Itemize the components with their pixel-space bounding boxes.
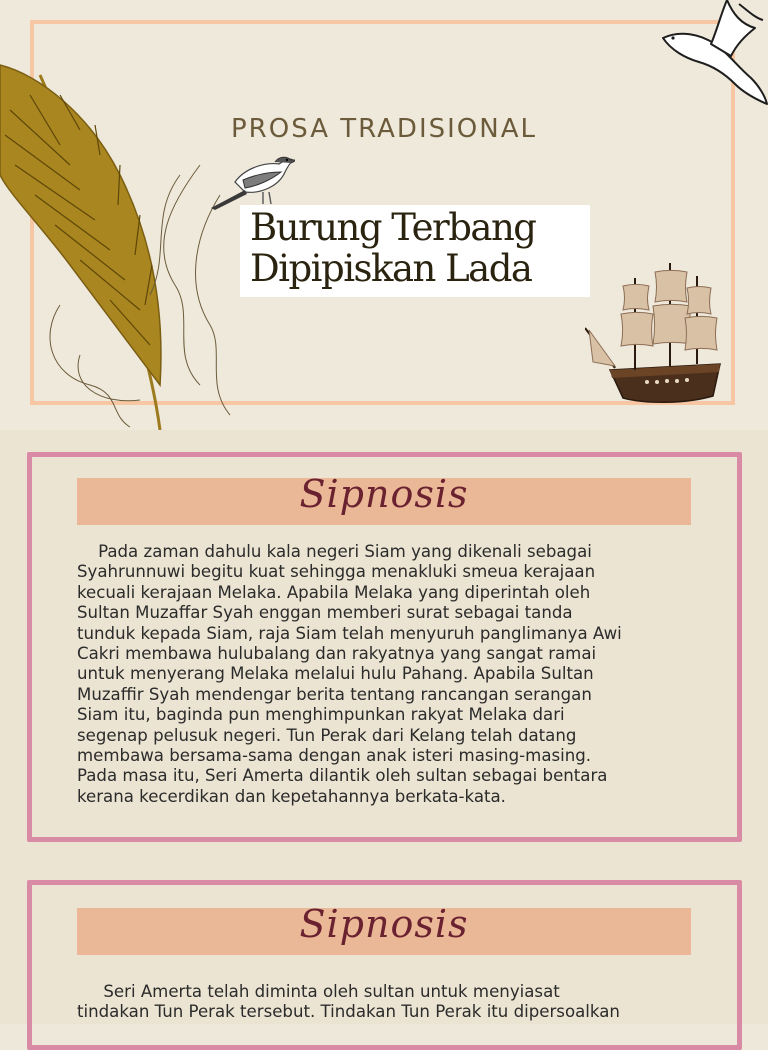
paragraph-line: Syahrunnuwi begitu kuat sehingga menakluki smeua kerajaan [77,562,596,582]
paragraph-line: Muzaffir Syah mendengar berita tentang rancangan serangan [77,684,592,704]
paragraph-line: tindakan Tun Perak tersebut. Tindakan Tun Perak itu dipersoalkan [77,1002,620,1022]
paragraph-line: membawa bersama-sama dengan anak isteri masing-masing. [77,746,592,766]
section-heading-2: Sipnosis [299,902,469,946]
dove-icon [655,0,768,110]
sailing-ship-icon [585,258,730,408]
paragraph-line: untuk menyerang Melaka melalui hulu Pahang. Apabila Sultan [77,664,594,684]
feather-quill-icon [0,55,240,435]
section-heading-1: Sipnosis [299,472,469,516]
synopsis-paragraph-2 [77,982,693,1023]
paragraph-line: Pada masa itu, Seri Amerta dilantik oleh sultan sebagai bentara [77,766,608,786]
cover-subtitle: PROSA TRADISIONAL [231,114,537,144]
cover-title-line-1: Burung Terbang [250,206,536,249]
paragraph-line: Seri Amerta telah diminta oleh sultan untuk menyiasat [77,982,560,1001]
paragraph-line: kerana kecerdikan dan kepetahannya berkata-kata. [77,786,506,806]
paragraph-line: Cakri membawa hulubalang dan rakyatnya yang sangat ramai [77,644,597,664]
synopsis-paragraph-1 [77,542,693,807]
paragraph-line: tunduk kepada Siam, raja Siam telah menyuruh panglimanya Awi [77,623,622,643]
cover-title-line-2: Dipipiskan Lada [250,247,532,290]
paragraph-line: kecuali kerajaan Melaka. Apabila Melaka yang diperintah oleh [77,582,591,602]
cover-section [0,0,768,430]
paragraph-line: Siam itu, baginda pun menghimpunkan rakyat Melaka dari [77,705,565,725]
paragraph-line: segenap pelusuk negeri. Tun Perak dari Kelang telah datang [77,725,577,745]
paragraph-line: Sultan Muzaffar Syah enggan memberi surat sebagai tanda [77,603,573,623]
paragraph-line: Pada zaman dahulu kala negeri Siam yang dikenali sebagai [77,542,592,561]
bird-icon [205,150,295,212]
